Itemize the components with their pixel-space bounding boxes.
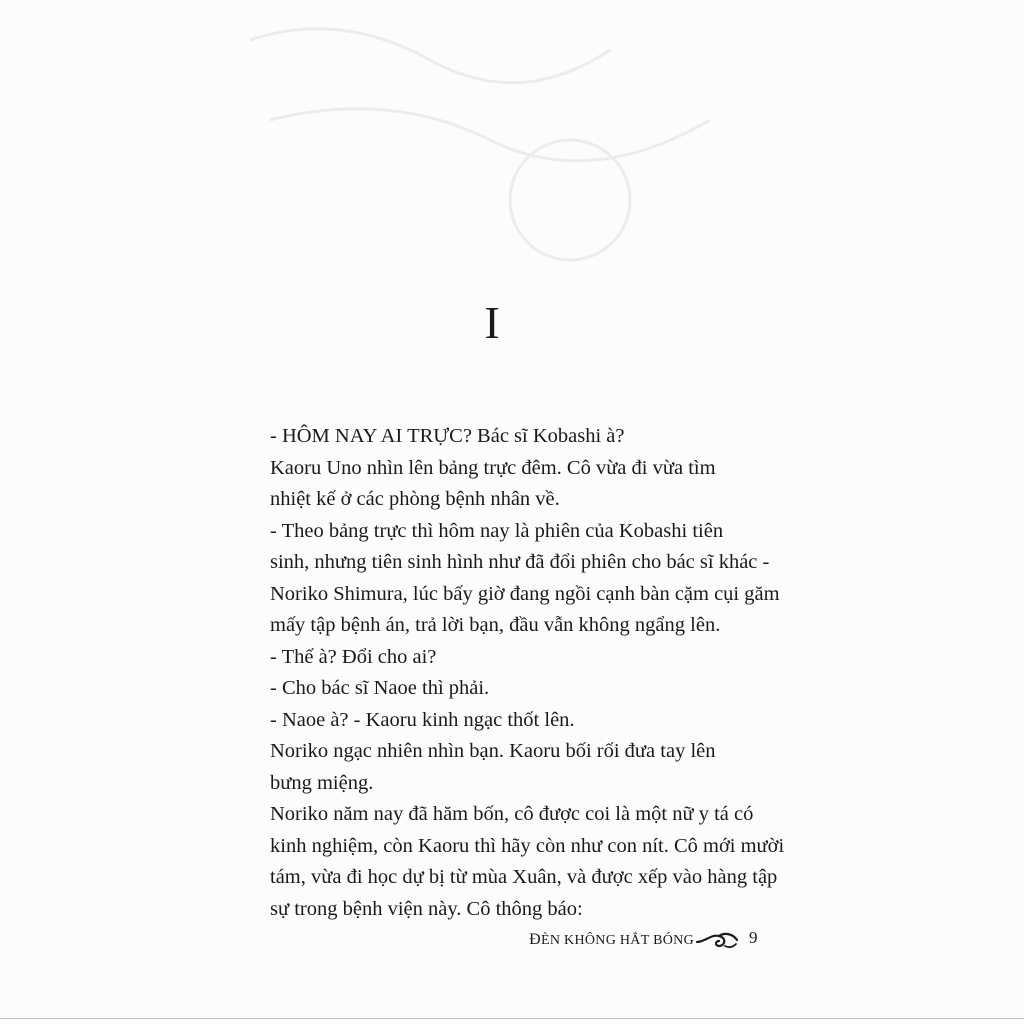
text-line: - Thế à? Đổi cho ai?	[270, 645, 437, 668]
text-line: tám, vừa đi học dự bị từ mùa Xuân, và được xếp vào hàng tập	[270, 866, 778, 888]
text-line: - Theo bảng trực thì hôm nay là phiên của Kobashi tiên	[270, 519, 724, 542]
bleed-through-texture	[190, 0, 790, 300]
chapter-body-text	[270, 421, 785, 925]
text-line: nhiệt kế ở các phòng bệnh nhân về.	[270, 488, 560, 510]
scan-edge-line	[0, 1018, 1024, 1019]
text-line: Noriko Shimura, lúc bấy giờ đang ngồi cạnh bàn cặm cụi găm	[270, 582, 780, 605]
book-title-initial: Đ	[529, 931, 541, 948]
paragraph	[270, 421, 730, 453]
text-line: Kaoru Uno nhìn lên bảng trực đêm. Cô vừa đi vừa tìm	[270, 456, 716, 479]
paragraph	[270, 673, 730, 705]
text-line: - Cho bác sĩ Naoe thì phải.	[270, 677, 490, 699]
chapter-numeral: I	[484, 297, 500, 348]
book-title-rest: ÈN KHÔNG HẮT BÓNG	[540, 933, 694, 948]
text-line: - Naoe à? - Kaoru kinh ngạc thốt lên.	[270, 708, 575, 731]
chapter-heading	[0, 293, 1024, 353]
text-line: sự trong bệnh viện này. Cô thông báo:	[270, 897, 583, 920]
paragraph	[270, 516, 780, 642]
paragraph	[270, 705, 730, 737]
paragraph	[270, 453, 730, 516]
text-line: mấy tập bệnh án, trả lời bạn, đầu vẫn không ngẩng lên.	[270, 614, 721, 636]
paragraph	[270, 736, 730, 799]
swirl-ornament-icon	[695, 928, 739, 952]
text-line: Noriko năm nay đã hăm bốn, cô được coi là một nữ y tá có	[270, 803, 754, 825]
text-line: sinh, nhưng tiên sinh hình như đã đổi phiên cho bác sĩ khác -	[270, 551, 770, 573]
text-line: kinh nghiệm, còn Kaoru thì hãy còn như con nít. Cô mới mười	[270, 834, 785, 857]
page-footer	[0, 928, 1024, 952]
text-line: - HÔM NAY AI TRỰC? Bác sĩ Kobashi à?	[270, 425, 625, 447]
page-number: 9	[749, 928, 758, 947]
running-book-title	[529, 931, 694, 949]
text-line: Noriko ngạc nhiên nhìn bạn. Kaoru bối rối đưa tay lên	[270, 740, 716, 762]
text-line: bưng miệng.	[270, 771, 374, 794]
paragraph	[270, 799, 785, 925]
paragraph	[270, 642, 730, 674]
